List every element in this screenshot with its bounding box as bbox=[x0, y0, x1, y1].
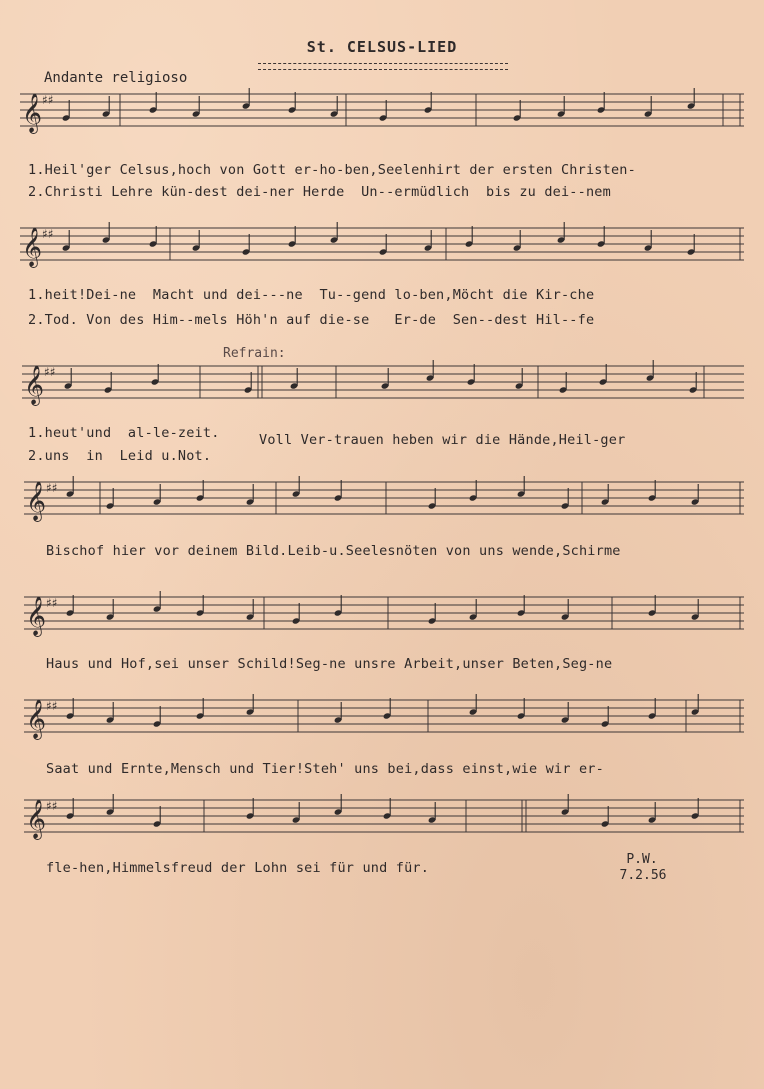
note-icon bbox=[644, 96, 653, 118]
note-icon bbox=[334, 794, 343, 816]
note-icon bbox=[383, 798, 392, 820]
note-icon bbox=[106, 794, 115, 816]
treble-clef-icon: 𝄞 bbox=[26, 699, 47, 739]
signature-initials: P.W. bbox=[626, 852, 658, 867]
key-signature-sharps-icon: ♯♯ bbox=[46, 699, 58, 713]
staff-1 bbox=[20, 88, 744, 134]
staff-2 bbox=[20, 222, 744, 268]
lyric-line-4: 2.Tod. Von des Him--mels Höh'n auf die-se Er-de Sen--dest Hil--fe bbox=[28, 312, 595, 328]
lyric-line-6: 2.uns in Leid u.Not. bbox=[28, 448, 212, 464]
refrain-label: Refrain: bbox=[223, 346, 286, 361]
note-icon bbox=[246, 484, 255, 506]
note-icon bbox=[153, 806, 162, 828]
note-icon bbox=[66, 476, 75, 498]
note-icon bbox=[561, 702, 570, 724]
lyric-line-1: 1.Heil'ger Celsus,hoch von Gott er-ho-ben,Seelenhirt der ersten Christen- bbox=[28, 162, 636, 178]
note-icon bbox=[379, 100, 388, 122]
note-icon bbox=[465, 226, 474, 248]
note-icon bbox=[102, 222, 111, 244]
note-icon bbox=[557, 222, 566, 244]
treble-clef-icon: 𝄞 bbox=[26, 481, 47, 521]
staff-6 bbox=[24, 694, 744, 740]
note-icon bbox=[687, 88, 696, 110]
note-icon bbox=[689, 372, 698, 394]
key-signature-sharps-icon: ♯♯ bbox=[46, 596, 58, 610]
note-icon bbox=[687, 234, 696, 256]
note-icon bbox=[644, 230, 653, 252]
note-icon bbox=[66, 698, 75, 720]
note-icon bbox=[561, 599, 570, 621]
note-icon bbox=[192, 96, 201, 118]
note-icon bbox=[599, 364, 608, 386]
treble-clef-icon: 𝄞 bbox=[26, 799, 47, 839]
note-icon bbox=[153, 706, 162, 728]
note-icon bbox=[513, 100, 522, 122]
note-icon bbox=[469, 694, 478, 716]
lyric-line-3: 1.heit!Dei-ne Macht und dei---ne Tu--gend lo-ben,Möcht die Kir-che bbox=[28, 287, 595, 303]
note-icon bbox=[246, 798, 255, 820]
note-icon bbox=[330, 222, 339, 244]
note-icon bbox=[66, 595, 75, 617]
note-icon bbox=[691, 484, 700, 506]
staff-3 bbox=[22, 360, 744, 406]
note-icon bbox=[290, 368, 299, 390]
note-icon bbox=[292, 802, 301, 824]
note-icon bbox=[561, 794, 570, 816]
note-icon bbox=[428, 488, 437, 510]
note-icon bbox=[196, 480, 205, 502]
note-icon bbox=[424, 230, 433, 252]
signature-date: 7.2.56 bbox=[619, 868, 667, 883]
note-icon bbox=[192, 230, 201, 252]
lyric-line-11: fle-hen,Himmelsfreud der Lohn sei für und für. bbox=[46, 860, 430, 876]
lyric-line-5: 1.heut'und al-le-zeit. bbox=[28, 425, 220, 441]
treble-clef-icon: 𝄞 bbox=[26, 596, 47, 636]
key-signature-sharps-icon: ♯♯ bbox=[46, 481, 58, 495]
note-icon bbox=[246, 694, 255, 716]
note-icon bbox=[288, 226, 297, 248]
note-icon bbox=[383, 698, 392, 720]
note-icon bbox=[691, 599, 700, 621]
note-icon bbox=[557, 96, 566, 118]
note-icon bbox=[691, 798, 700, 820]
note-icon bbox=[428, 603, 437, 625]
note-icon bbox=[601, 706, 610, 728]
treble-clef-icon: 𝄞 bbox=[24, 365, 45, 405]
note-icon bbox=[153, 591, 162, 613]
note-icon bbox=[330, 96, 339, 118]
note-icon bbox=[517, 595, 526, 617]
lyric-line-8: Bischof hier vor deinem Bild.Leib-u.Seelesnöten von uns wende,Schirme bbox=[46, 543, 621, 559]
note-icon bbox=[242, 88, 251, 110]
note-icon bbox=[381, 368, 390, 390]
note-icon bbox=[149, 226, 158, 248]
note-icon bbox=[244, 372, 253, 394]
note-icon bbox=[64, 368, 73, 390]
key-signature-sharps-icon: ♯♯ bbox=[44, 365, 56, 379]
note-icon bbox=[246, 599, 255, 621]
note-icon bbox=[601, 806, 610, 828]
note-icon bbox=[648, 698, 657, 720]
note-icon bbox=[292, 476, 301, 498]
key-signature-sharps-icon: ♯♯ bbox=[46, 799, 58, 813]
note-icon bbox=[151, 364, 160, 386]
note-icon bbox=[648, 480, 657, 502]
note-icon bbox=[334, 595, 343, 617]
treble-clef-icon: 𝄞 bbox=[22, 93, 43, 133]
note-icon bbox=[288, 92, 297, 114]
note-icon bbox=[597, 226, 606, 248]
note-icon bbox=[292, 603, 301, 625]
note-icon bbox=[334, 702, 343, 724]
note-icon bbox=[196, 698, 205, 720]
note-icon bbox=[691, 694, 700, 716]
note-icon bbox=[601, 484, 610, 506]
note-icon bbox=[467, 364, 476, 386]
note-icon bbox=[517, 698, 526, 720]
note-icon bbox=[561, 488, 570, 510]
note-icon bbox=[513, 230, 522, 252]
song-title: St. CELSUS-LIED bbox=[306, 38, 458, 56]
staff-5 bbox=[24, 591, 744, 637]
lyric-line-10: Saat und Ernte,Mensch und Tier!Steh' uns bei,dass einst,wie wir er- bbox=[46, 761, 604, 777]
note-icon bbox=[62, 230, 71, 252]
lyric-line-2: 2.Christi Lehre kün-dest dei-ner Herde Un--ermüdlich bis zu dei--nem bbox=[28, 184, 611, 200]
key-signature-sharps-icon: ♯♯ bbox=[42, 227, 54, 241]
treble-clef-icon: 𝄞 bbox=[22, 227, 43, 267]
note-icon bbox=[426, 360, 435, 382]
note-icon bbox=[242, 234, 251, 256]
note-icon bbox=[62, 100, 71, 122]
note-icon bbox=[106, 599, 115, 621]
staff-4 bbox=[24, 476, 744, 522]
note-icon bbox=[515, 368, 524, 390]
note-icon bbox=[559, 372, 568, 394]
note-icon bbox=[469, 480, 478, 502]
note-icon bbox=[66, 798, 75, 820]
note-icon bbox=[597, 92, 606, 114]
note-icon bbox=[102, 96, 111, 118]
note-icon bbox=[153, 484, 162, 506]
note-icon bbox=[648, 802, 657, 824]
note-icon bbox=[196, 595, 205, 617]
note-icon bbox=[648, 595, 657, 617]
note-icon bbox=[106, 488, 115, 510]
note-icon bbox=[104, 372, 113, 394]
note-icon bbox=[424, 92, 433, 114]
lyric-line-7: Voll Ver-trauen heben wir die Hände,Heil-ger bbox=[259, 432, 626, 448]
note-icon bbox=[149, 92, 158, 114]
note-icon bbox=[428, 802, 437, 824]
note-icon bbox=[334, 480, 343, 502]
lyric-line-9: Haus und Hof,sei unser Schild!Seg-ne unsre Arbeit,unser Beten,Seg-ne bbox=[46, 656, 613, 672]
note-icon bbox=[379, 234, 388, 256]
note-icon bbox=[646, 360, 655, 382]
note-icon bbox=[469, 599, 478, 621]
note-icon bbox=[106, 702, 115, 724]
key-signature-sharps-icon: ♯♯ bbox=[42, 93, 54, 107]
note-icon bbox=[517, 476, 526, 498]
tempo-marking: Andante religioso bbox=[44, 70, 188, 86]
staff-7 bbox=[24, 794, 744, 840]
